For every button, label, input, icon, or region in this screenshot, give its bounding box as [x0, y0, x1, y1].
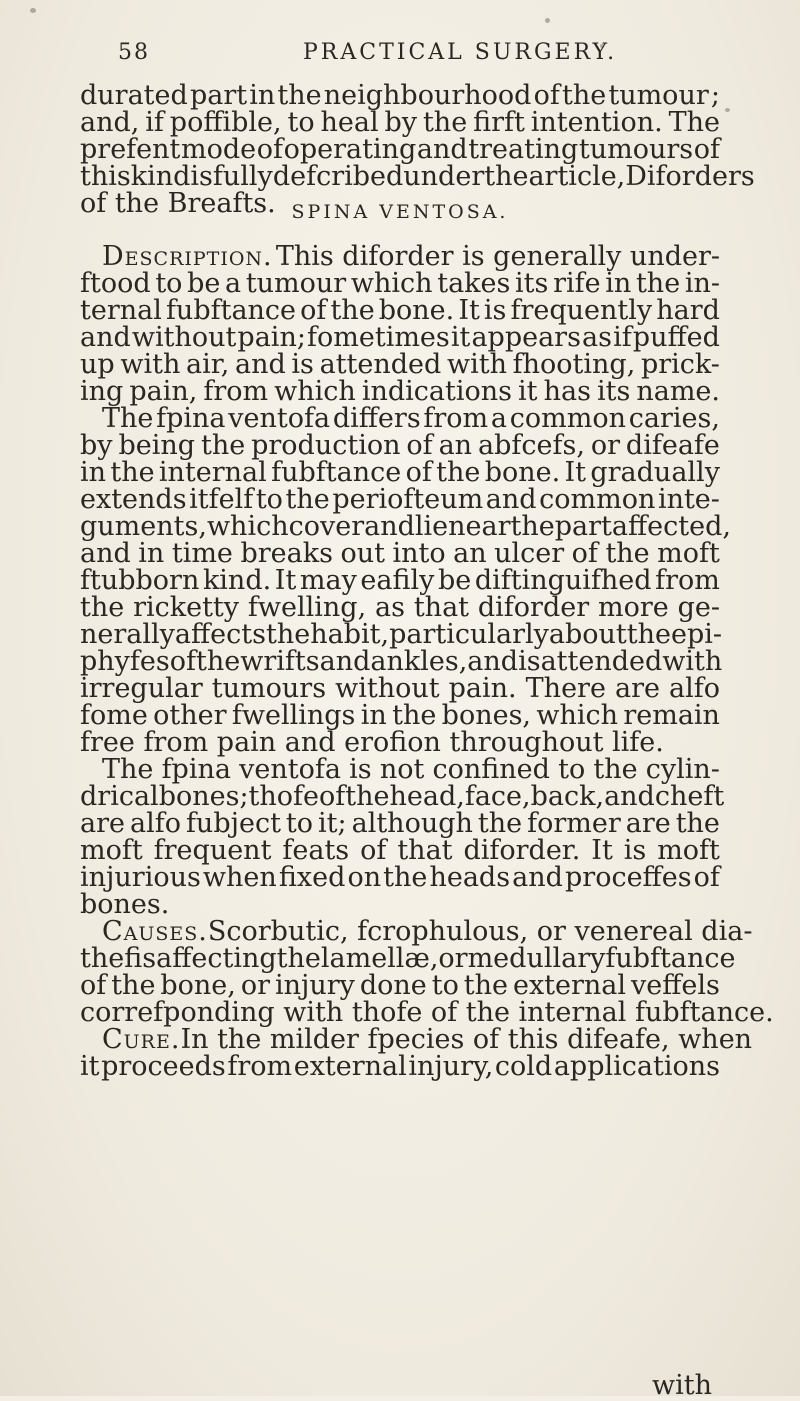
- text-line: ing pain, from which indications it has its name.: [80, 376, 720, 407]
- text-line: of the bone, or injury done to the external veffels: [80, 970, 720, 1001]
- text-line: moft frequent feats of that diforder. It is moft: [80, 835, 720, 866]
- text-line: irregular tumours without pain. There are alfo: [80, 673, 720, 704]
- text-line: by being the production of an abfcefs, or difeafe: [80, 430, 720, 461]
- text-line: in the internal fubftance of the bone. It gradually: [80, 457, 720, 488]
- text-line: The fpina ventofa differs from a common caries,: [102, 403, 720, 434]
- text-line: this kind is fully defcribed under the article, Diforders: [80, 161, 755, 192]
- text-line: injurious when fixed on the heads and proceffes of: [80, 862, 720, 893]
- text-line: and without pain; fometimes it appears as if puffed: [80, 322, 720, 353]
- paper-stain: [545, 18, 550, 23]
- page-number: 58: [118, 40, 150, 65]
- text-line: [80, 1024, 753, 1055]
- causes-label: Causes.: [102, 916, 208, 947]
- paper-stain: [30, 8, 36, 13]
- text-line: drical bones; thofe of the head, face, back, and cheft: [80, 781, 725, 812]
- text-line: are alfo fubject to it; although the former are the: [80, 808, 720, 839]
- text-line: phyfes of the wrifts and ankles, and is attended with: [80, 646, 723, 677]
- text-line: extends itfelf to the periofteum and common inte-: [80, 484, 720, 515]
- text-line: up with air, and is attended with fhooting, prick-: [80, 349, 720, 380]
- section-title: SPINA VENTOSA.: [291, 201, 509, 223]
- text-line: prefent mode of operating and treating tumours of: [80, 134, 720, 165]
- text-line-content: In the milder fpecies of this difeafe, when: [180, 1024, 753, 1055]
- text-line: bones.: [80, 889, 170, 920]
- running-title: PRACTICAL SURGERY.: [303, 40, 618, 65]
- text-line: The fpina ventofa is not confined to the cylin-: [102, 754, 720, 785]
- text-line: fome other fwellings in the bones, which remain: [80, 700, 720, 731]
- text-line-content: Scorbutic, fcrophulous, or venereal dia-: [207, 916, 753, 947]
- intro-paragraph: [80, 80, 755, 219]
- text-line: free from pain and erofion throughout life.: [80, 727, 664, 758]
- description-paragraph: [80, 241, 774, 1082]
- text-line: ternal fubftance of the bone. It is frequently hard: [80, 295, 720, 326]
- text-line: of the Breafts.: [80, 188, 276, 219]
- text-line: the ricketty fwelling, as that diforder more ge-: [80, 592, 720, 623]
- description-label: Description.: [102, 241, 273, 272]
- cure-label: Cure.: [102, 1024, 181, 1055]
- text-line: and, if poffible, to heal by the firft intention. The: [80, 107, 720, 138]
- text-line: correfponding with thofe of the internal fubftance.: [80, 997, 774, 1028]
- text-line: it proceeds from external injury, cold applications: [80, 1051, 720, 1082]
- text-line: durated part in the neighbourhood of the tumour ;: [80, 80, 720, 111]
- text-line: [80, 243, 720, 270]
- page-header: [118, 40, 718, 70]
- text-line: and in time breaks out into an ulcer of the moft: [80, 538, 720, 569]
- paper-stain: [725, 108, 730, 112]
- text-line: ftubborn kind. It may eafily be diftinguifhed from: [80, 565, 720, 596]
- catchword: with: [652, 1370, 712, 1401]
- text-line: [80, 916, 753, 947]
- text-line: guments, which cover and lie near the part affected,: [80, 511, 731, 542]
- text-line: thefis affecting the lamellæ, or medullary fubftance: [80, 943, 736, 974]
- text-line: ftood to be a tumour which takes its rife in the in-: [80, 268, 720, 299]
- text-line: nerally affects the habit, particularly about the epi-: [80, 619, 723, 650]
- text-line-content: This diforder is generally under-: [275, 241, 720, 272]
